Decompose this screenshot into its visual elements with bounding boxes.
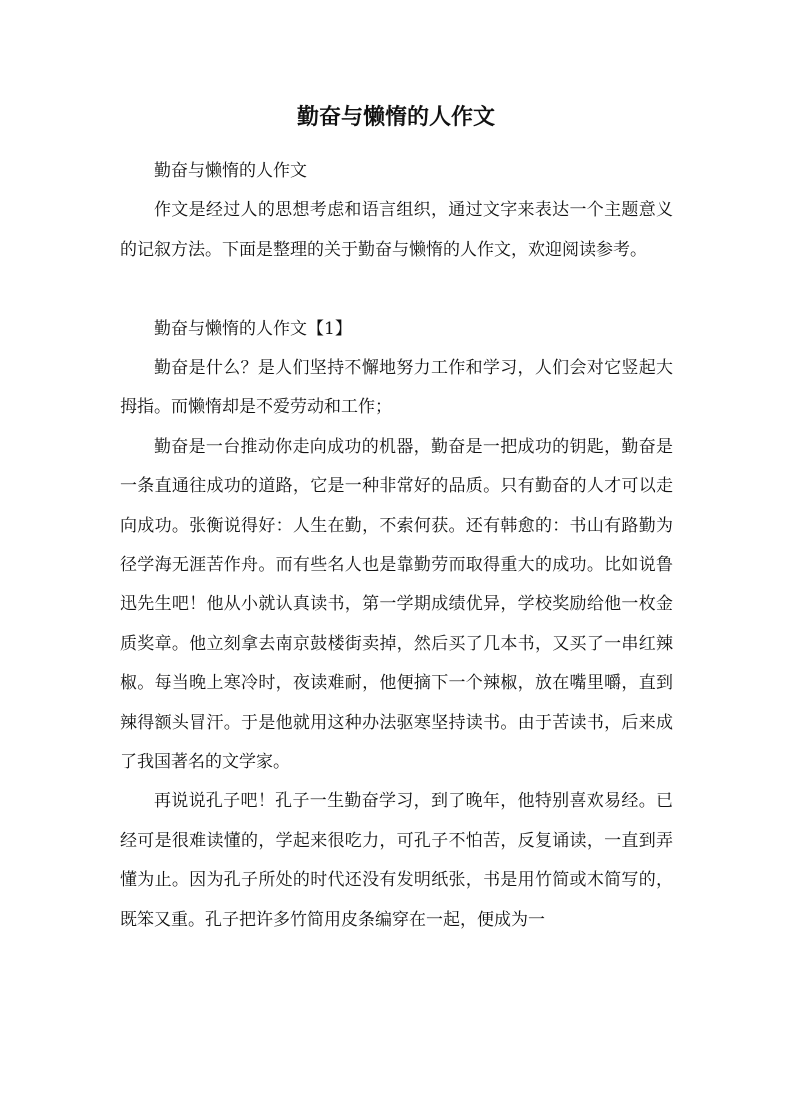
body-paragraph: 再说说孔子吧！孔子一生勤奋学习，到了晚年，他特别喜欢易经。已经可是很难读懂的，学起来很吃力，可孔子不怕苦，反复诵读，一直到弄懂为止。因为孔子所处的时代还没有发明纸张，书是用竹简或木简写的，既笨又重。孔子把许多竹简用皮条编穿在一起，便成为一 [120, 791, 673, 930]
document-body [120, 152, 673, 940]
section-heading: 勤奋与懒惰的人作文【1】 [154, 318, 352, 339]
subtitle-paragraph: 勤奋与懒惰的人作文 [154, 161, 307, 181]
paragraph-gap [120, 270, 673, 309]
document-title: 勤奋与懒惰的人作文 [296, 105, 495, 130]
body-paragraph: 勤奋是一台推动你走向成功的机器，勤奋是一把成功的钥匙，勤奋是一条直通往成功的道路，它是一种非常好的品质。只有勤奋的人才可以走向成功。张衡说得好：人生在勤，不索何获。还有韩愈的：书山有路勤为径学海无涯苦作舟。而有些名人也是靠勤劳而取得重大的成功。比如说鲁迅先生吧！他从小就认真读书，第一学期成绩优异，学校奖励给他一枚金质奖章。他立刻拿去南京鼓楼街卖掉，然后买了几本书，又买了一串红辣椒。每当晚上寒冷时，夜读难耐，他便摘下一个辣椒，放在嘴里嚼，直到辣得额头冒汗。于是他就用这种办法驱寒坚持读书。由于苦读书，后来成了我国著名的文学家。 [120, 436, 673, 773]
body-paragraph: 勤奋是什么？是人们坚持不懈地努力工作和学习，人们会对它竖起大拇指。而懒惰却是不爱劳动和工作； [120, 358, 673, 418]
intro-paragraph: 作文是经过人的思想考虑和语言组织，通过文字来表达一个主题意义的记叙方法。下面是整理的关于勤奋与懒惰的人作文，欢迎阅读参考。 [120, 200, 673, 260]
